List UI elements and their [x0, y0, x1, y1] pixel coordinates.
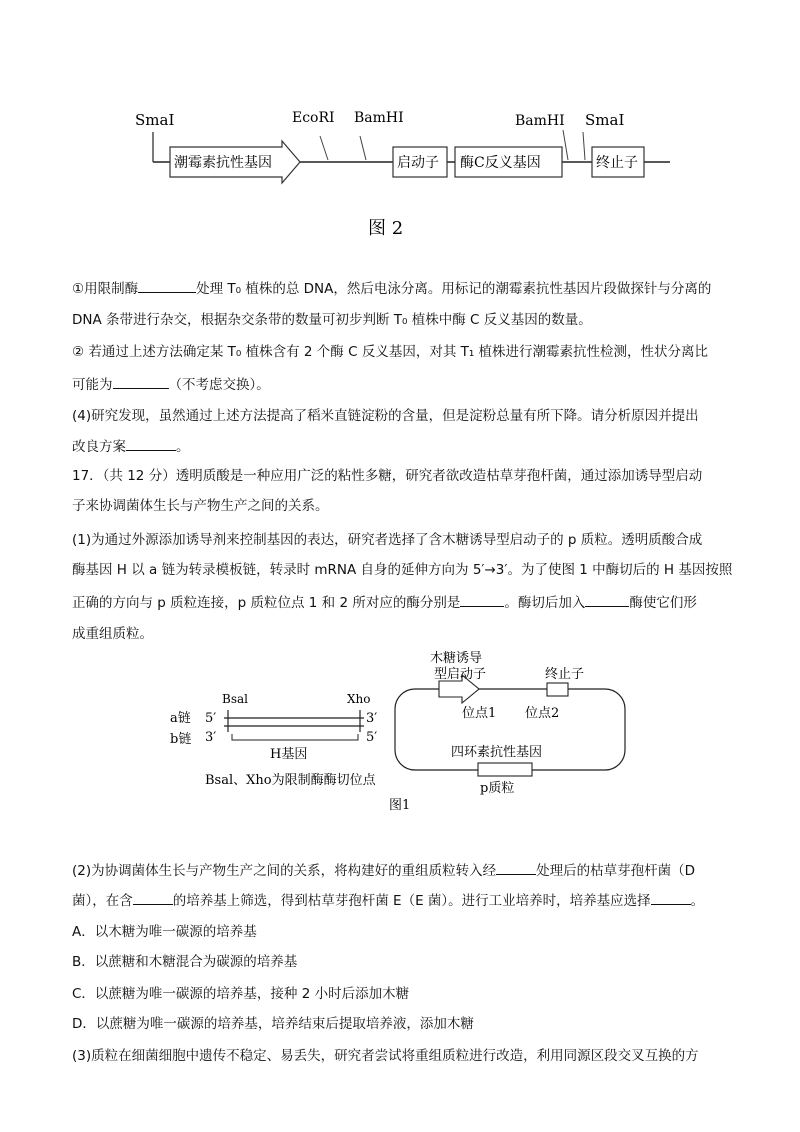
- answer-blank[interactable]: [133, 890, 173, 905]
- label-promoter-line-2: 型启动子: [434, 667, 487, 682]
- label-bsal: Bsal: [222, 692, 248, 706]
- h-gene-bracket: [232, 734, 358, 740]
- label-site-2: 位点2: [525, 706, 560, 721]
- q17-3-line-1: (3)质粒在细菌细胞中遗传不稳定、易丢失，研究者尝试将重组质粒进行改造，利用同源区段交叉互换的方: [72, 1048, 699, 1064]
- answer-blank[interactable]: [651, 890, 691, 905]
- label-xho: Xho: [347, 692, 371, 706]
- site-bamhi-right: BamHI: [515, 113, 565, 129]
- label-tetracycline-gene: 四环素抗性基因: [451, 745, 543, 760]
- figure-1-caption: 图1: [389, 798, 411, 813]
- terminator-small-box: [547, 683, 568, 696]
- site-ecori: EcoRI: [292, 110, 335, 126]
- box-terminator: 终止子: [596, 155, 638, 171]
- q2-text-c: （不考虑交换）。: [168, 377, 270, 393]
- q17-2-text-b: 处理后的枯草芽孢杆菌（D: [536, 863, 696, 879]
- option-d[interactable]: D．以蔗糖为唯一碳源的培养基，培养结束后提取培养液，添加木糖: [72, 1016, 474, 1032]
- box-antisense-gene: 酶C反义基因: [460, 155, 541, 171]
- figure-2-caption: 图 2: [368, 218, 404, 239]
- label-b-3prime: 3′: [205, 730, 217, 745]
- q17-2-text-d: 的培养基上筛选，得到枯草芽孢杆菌 E（E 菌）。进行工业培养时，培养基应选择: [172, 893, 651, 909]
- label-a-3prime: 3′: [366, 711, 378, 726]
- box-promoter: 启动子: [397, 155, 439, 171]
- q17-1-text-d: 。酶切后加入: [504, 595, 586, 611]
- q17-2-line-1: [72, 860, 744, 881]
- q1-text-a: ①用限制酶: [72, 281, 139, 297]
- tetracycline-gene-box: [478, 763, 532, 776]
- site-bamhi-left: BamHI: [354, 110, 404, 126]
- q17-1-line-4: 成重组质粒。: [72, 626, 153, 642]
- q4-text-c: 。: [176, 439, 190, 455]
- q17-1-text-c: 正确的方向与 p 质粒连接，p 质粒位点 1 和 2 所对应的酶分别是: [72, 595, 461, 611]
- q17-line-2: 子来协调菌体生长与产物生产之间的关系。: [72, 498, 329, 514]
- q17-1-text-e: 酶使它们形: [629, 595, 697, 611]
- q4-text-b: 改良方案: [72, 439, 126, 455]
- option-c[interactable]: C．以蔗糖为唯一碳源的培养基，接种 2 小时后添加木糖: [72, 986, 410, 1002]
- label-p-plasmid: p质粒: [480, 781, 515, 796]
- label-terminator: 终止子: [545, 667, 585, 682]
- q1-text-b: 处理 T₀ 植株的总 DNA，然后电泳分离。用标记的潮霉素抗性基因片段做探针与分离的: [196, 281, 712, 297]
- label-site-1: 位点1: [462, 706, 497, 721]
- option-b[interactable]: B．以蔗糖和木糖混合为碳源的培养基: [72, 954, 298, 970]
- q1-line-2: DNA 条带进行杂交，根据杂交条带的数量可初步判断 T₀ 植株中酶 C 反义基因的数量。: [72, 312, 592, 328]
- q17-1-line-1: (1)为通过外源添加诱导剂来控制基因的表达，研究者选择了含木糖诱导型启动子的 p 质粒。透明质酸合成: [72, 532, 703, 548]
- q17-line-1: 17．（共 12 分）透明质酸是一种应用广泛的粘性多糖，研究者欲改造枯草芽孢杆菌，通过添加诱导型启动: [72, 468, 703, 484]
- label-a-chain: a链: [170, 711, 191, 726]
- label-b-chain: b链: [170, 732, 192, 747]
- label-promoter-line-1: 木糖诱导: [430, 651, 483, 666]
- box-hygromycin-gene: 潮霉素抗性基因: [174, 155, 272, 171]
- label-a-5prime: 5′: [205, 711, 217, 726]
- site-smai-right: SmaI: [585, 111, 625, 129]
- label-restriction-note: Bsal、Xho为限制酶酶切位点: [205, 773, 376, 788]
- answer-blank[interactable]: [496, 860, 536, 875]
- q17-2-text-c: 菌），在含: [72, 893, 133, 909]
- label-h-gene: H基因: [270, 747, 308, 762]
- option-a[interactable]: A．以木糖为唯一碳源的培养基: [72, 924, 257, 940]
- q17-1-line-2: 酶基因 H 以 a 链为转录模板链，转录时 mRNA 自身的延伸方向为 5′→3′。为了使图 1 中酶切后的 H 基因按照: [72, 562, 733, 578]
- q17-2-text-e: 。: [690, 893, 705, 909]
- site-smai-left: SmaI: [135, 111, 175, 129]
- label-b-5prime: 5′: [366, 730, 378, 745]
- q2-text-b: 可能为: [72, 377, 113, 393]
- q2-line-1: ② 若通过上述方法确定某 T₀ 植株含有 2 个酶 C 反义基因，对其 T₁ 植株进行潮霉素抗性检测，性状分离比: [72, 344, 709, 360]
- q17-2-text-a: (2)为协调菌体生长与产物生产之间的关系，将构建好的重组质粒转入经: [72, 863, 497, 879]
- q17-2-line-2: [72, 890, 744, 911]
- q4-line-1: (4)研究发现，虽然通过上述方法提高了稻米直链淀粉的含量，但是淀粉总量有所下降。请分析原因并提出: [72, 408, 699, 424]
